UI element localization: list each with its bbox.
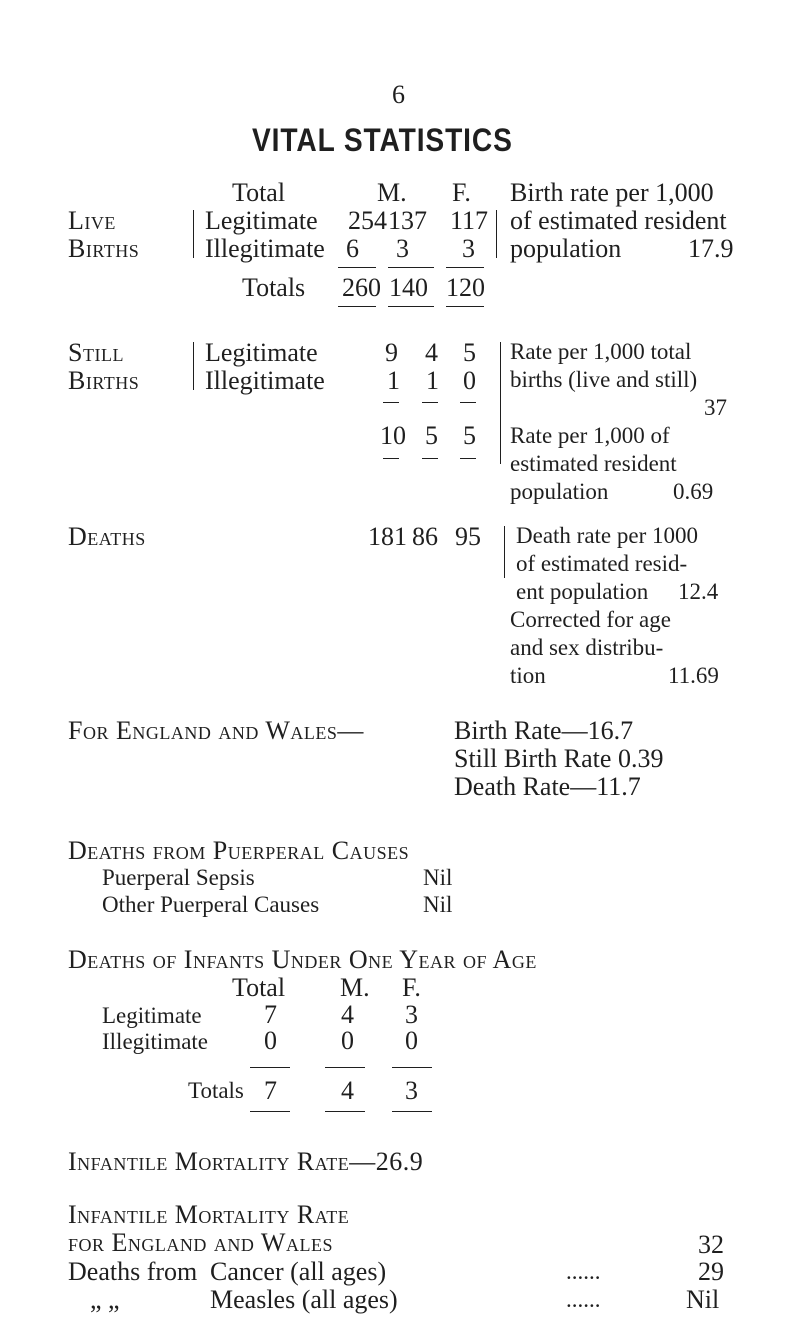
infants-header-total: Total xyxy=(232,973,286,1002)
still-rule-m xyxy=(422,402,438,403)
infants-totals-label: Totals xyxy=(188,1078,244,1103)
still-note1-line-1: Rate per 1,000 total xyxy=(510,339,692,364)
live-right-brace xyxy=(496,210,503,258)
live-illegit-m: 3 xyxy=(396,234,409,263)
still-legit-label: Legitimate xyxy=(205,338,318,367)
live-rule2-total xyxy=(338,306,376,307)
still-rule2-m xyxy=(422,458,438,459)
infants-rule-total xyxy=(250,1067,290,1068)
infants-legit-m: 4 xyxy=(341,1000,354,1029)
ew-death-rate: Death Rate—11.7 xyxy=(454,772,641,801)
measles-value: Nil xyxy=(686,1285,720,1314)
infants-rule2-total xyxy=(250,1111,290,1112)
still-note1-line-2: births (live and still) xyxy=(510,367,698,392)
live-legit-label: Legitimate xyxy=(205,206,318,235)
live-rule2-f xyxy=(446,306,484,307)
live-rule2-m xyxy=(388,306,434,307)
still-label-1: Still xyxy=(68,338,124,367)
live-rule-f xyxy=(446,267,484,268)
deaths-right-brace xyxy=(504,526,511,578)
still-rule-f xyxy=(460,402,476,403)
ew-prefix: For England and Wales— xyxy=(68,716,364,745)
measles-prefix: „ „ xyxy=(90,1285,120,1314)
still-rule-total xyxy=(383,402,399,403)
deaths-note-line-5: and sex distribu- xyxy=(510,635,664,660)
still-totals-total: 10 xyxy=(380,421,406,450)
still-legit-f: 5 xyxy=(463,338,476,367)
page-number: 6 xyxy=(392,80,405,109)
still-illegit-f: 0 xyxy=(463,366,476,395)
cancer-prefix: Deaths from xyxy=(68,1257,198,1286)
live-rule-m xyxy=(388,267,434,268)
infants-header-f: F. xyxy=(402,973,421,1002)
infants-header-m: M. xyxy=(340,973,370,1002)
infantile-ew-line-2: for England and Wales xyxy=(68,1228,333,1257)
live-illegit-label: Illegitimate xyxy=(205,234,325,263)
deaths-note-line-1: Death rate per 1000 xyxy=(516,523,699,548)
ew-birth-rate: Birth Rate—16.7 xyxy=(454,716,634,745)
deaths-f: 95 xyxy=(455,522,481,551)
still-rate-population-value: 0.69 xyxy=(673,479,714,504)
page-title: VITAL STATISTICS xyxy=(252,122,513,158)
still-illegit-total: 1 xyxy=(387,366,400,395)
deaths-note-line-3: ent population xyxy=(516,579,649,604)
header-total: Total xyxy=(232,178,286,207)
deaths-corrected-value: 11.69 xyxy=(668,663,719,688)
still-legit-total: 9 xyxy=(385,338,398,367)
live-label-2: Births xyxy=(68,234,140,263)
live-left-brace xyxy=(193,210,200,258)
infants-totals-m: 4 xyxy=(341,1076,354,1105)
measles-label: Measles (all ages) xyxy=(210,1285,398,1314)
puerperal-other-label: Other Puerperal Causes xyxy=(102,892,320,917)
live-totals-m: 140 xyxy=(389,273,428,302)
infants-illegit-f: 0 xyxy=(405,1026,418,1055)
puerperal-heading: Deaths from Puerperal Causes xyxy=(68,836,410,865)
live-legit-f: 117 xyxy=(450,206,489,235)
still-rate-births-value: 37 xyxy=(704,395,727,420)
live-illegit-f: 3 xyxy=(462,234,475,263)
still-label-2: Births xyxy=(68,366,140,395)
infants-legit-total: 7 xyxy=(264,1000,277,1029)
still-totals-m: 5 xyxy=(425,421,438,450)
infants-heading: Deaths of Infants Under One Year of Age xyxy=(68,945,537,974)
infantile-mortality-rate: Infantile Mortality Rate—26.9 xyxy=(68,1147,424,1176)
live-birth-rate-value: 17.9 xyxy=(688,234,734,263)
deaths-note-line-4: Corrected for age xyxy=(510,607,671,632)
deaths-note-line-2: of estimated resid- xyxy=(516,551,688,576)
still-legit-m: 4 xyxy=(425,338,438,367)
cancer-value: 29 xyxy=(698,1257,724,1286)
infants-totals-f: 3 xyxy=(405,1076,418,1105)
still-right-brace xyxy=(500,342,507,464)
still-note2-line-2: estimated resident xyxy=(510,451,677,476)
live-totals-f: 120 xyxy=(446,273,485,302)
still-totals-f: 5 xyxy=(463,421,476,450)
still-left-brace xyxy=(193,342,200,390)
infantile-ew-value: 32 xyxy=(698,1230,724,1259)
live-legit-total: 254 xyxy=(348,206,387,235)
infants-totals-total: 7 xyxy=(264,1076,277,1105)
live-totals-label: Totals xyxy=(242,273,306,302)
live-legit-m: 137 xyxy=(388,206,427,235)
infants-illegit-m: 0 xyxy=(341,1026,354,1055)
infants-illegit-total: 0 xyxy=(264,1026,277,1055)
infants-rule-f xyxy=(392,1067,432,1068)
infantile-ew-line-1: Infantile Mortality Rate xyxy=(68,1200,350,1229)
deaths-note-line-6: tion xyxy=(510,663,546,688)
deaths-m: 86 xyxy=(412,522,438,551)
cancer-dots: ...... xyxy=(566,1259,601,1284)
puerperal-sepsis-label: Puerperal Sepsis xyxy=(102,865,255,890)
still-rule2-f xyxy=(460,458,476,459)
infants-rule-m xyxy=(325,1067,365,1068)
infants-rule2-m xyxy=(325,1111,365,1112)
still-note2-line-3: population xyxy=(510,479,609,504)
live-note-line-1: Birth rate per 1,000 xyxy=(510,178,714,207)
deaths-rate-value: 12.4 xyxy=(678,579,719,604)
still-note2-line-1: Rate per 1,000 of xyxy=(510,423,670,448)
header-f: F. xyxy=(452,178,471,207)
live-note-line-2: of estimated resident xyxy=(510,206,727,235)
live-totals-total: 260 xyxy=(342,273,381,302)
live-illegit-total: 6 xyxy=(346,234,359,263)
infants-legit-label: Legitimate xyxy=(102,1003,202,1028)
live-note-line-3: population xyxy=(510,234,622,263)
measles-dots: ...... xyxy=(566,1287,601,1312)
infants-legit-f: 3 xyxy=(405,1000,418,1029)
still-illegit-m: 1 xyxy=(426,366,439,395)
still-illegit-label: Illegitimate xyxy=(205,366,325,395)
live-rule-total xyxy=(338,267,376,268)
ew-still-birth-rate: Still Birth Rate 0.39 xyxy=(454,744,664,773)
still-rule2-total xyxy=(383,458,399,459)
deaths-total: 181 xyxy=(368,522,407,551)
deaths-label: Deaths xyxy=(68,522,146,551)
infants-rule2-f xyxy=(392,1111,432,1112)
puerperal-other-value: Nil xyxy=(423,892,453,917)
header-m: M. xyxy=(377,178,407,207)
live-label-1: Live xyxy=(68,206,116,235)
puerperal-sepsis-value: Nil xyxy=(423,865,453,890)
infants-illegit-label: Illegitimate xyxy=(102,1029,209,1054)
cancer-label: Cancer (all ages) xyxy=(210,1257,387,1286)
